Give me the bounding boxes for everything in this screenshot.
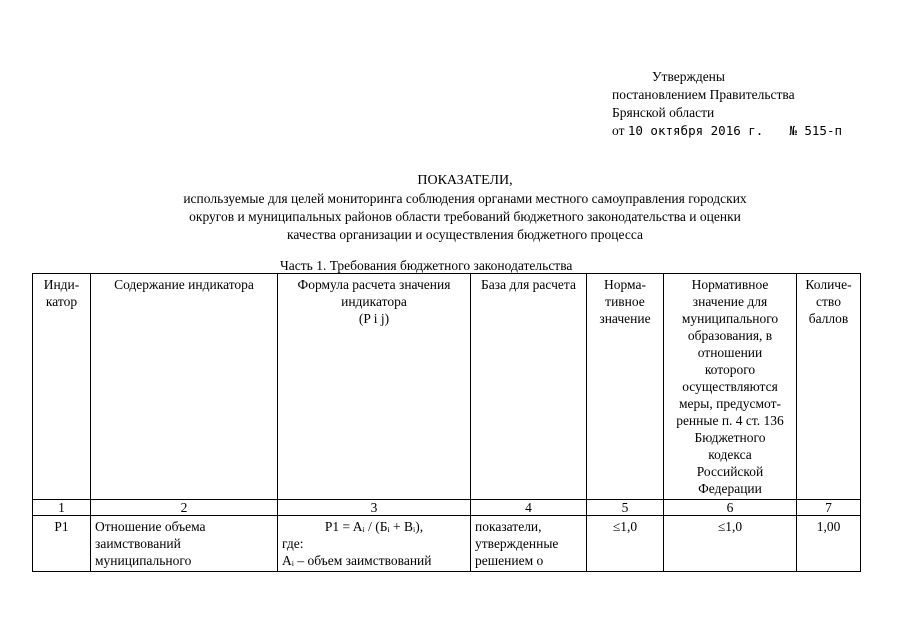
header-base: База для расчета xyxy=(471,274,587,500)
formula-definition: Aᵢ – объем заимствований xyxy=(282,553,432,568)
document-title: ПОКАЗАТЕЛИ, xyxy=(417,173,513,188)
column-number: 1 xyxy=(33,500,91,516)
approval-date: 10 октября 2016 г. xyxy=(627,123,764,138)
formula-main: P1 = Aᵢ / (Бᵢ + Bᵢ), xyxy=(324,519,424,534)
table-column-numbers-row xyxy=(33,500,861,516)
column-number: 3 xyxy=(278,500,471,516)
approval-line-resolution: постановлением Правительства xyxy=(612,87,795,102)
column-number: 4 xyxy=(471,500,587,516)
cell-norm-municipal: ≤1,0 xyxy=(664,516,797,572)
cell-norm: ≤1,0 xyxy=(587,516,664,572)
part-title: Часть 1. Требования бюджетного законодательства xyxy=(280,258,573,273)
document-subtitle-line3: качества организации и осуществления бюджетного процесса xyxy=(287,227,643,242)
cell-points: 1,00 xyxy=(797,516,861,572)
cell-base: показатели, утвержденные решением о xyxy=(471,516,587,572)
header-formula: Формула расчета значения индикатора (P i j) xyxy=(278,274,471,500)
cell-content: Отношение объема заимствований муниципального xyxy=(91,516,278,572)
document-heading xyxy=(100,172,830,244)
cell-formula xyxy=(278,516,471,572)
approval-stamp xyxy=(612,68,842,140)
approval-line-region: Брянской области xyxy=(612,105,715,120)
column-number: 6 xyxy=(664,500,797,516)
header-content: Содержание индикатора xyxy=(91,274,278,500)
indicators-table xyxy=(32,273,861,572)
header-norm: Норма- тивное значение xyxy=(587,274,664,500)
column-number: 5 xyxy=(587,500,664,516)
approval-date-prefix: от xyxy=(612,123,625,138)
header-indicator: Инди- катор xyxy=(33,274,91,500)
document-subtitle-line2: округов и муниципальных районов области требований бюджетного законодательства и оценки xyxy=(189,209,741,224)
approval-number: № 515-п xyxy=(789,123,843,138)
formula-where: где: xyxy=(282,536,304,551)
document-subtitle-line1: используемые для целей мониторинга соблюдения органами местного самоуправления городских xyxy=(183,191,747,206)
approval-line-approved: Утверждены xyxy=(652,69,725,84)
column-number: 2 xyxy=(91,500,278,516)
table-row xyxy=(33,516,861,572)
cell-indicator: P1 xyxy=(33,516,91,572)
header-points: Количе- ство баллов xyxy=(797,274,861,500)
column-number: 7 xyxy=(797,500,861,516)
table-header-row xyxy=(33,274,861,500)
approval-date-line xyxy=(612,122,842,140)
header-norm-municipal: Нормативное значение для муниципального образования, в отношении которого осуществляются меры, предусмот- ренные п. 4 ст. 136 Бюджетного кодекса Российской Федерации xyxy=(664,274,797,500)
